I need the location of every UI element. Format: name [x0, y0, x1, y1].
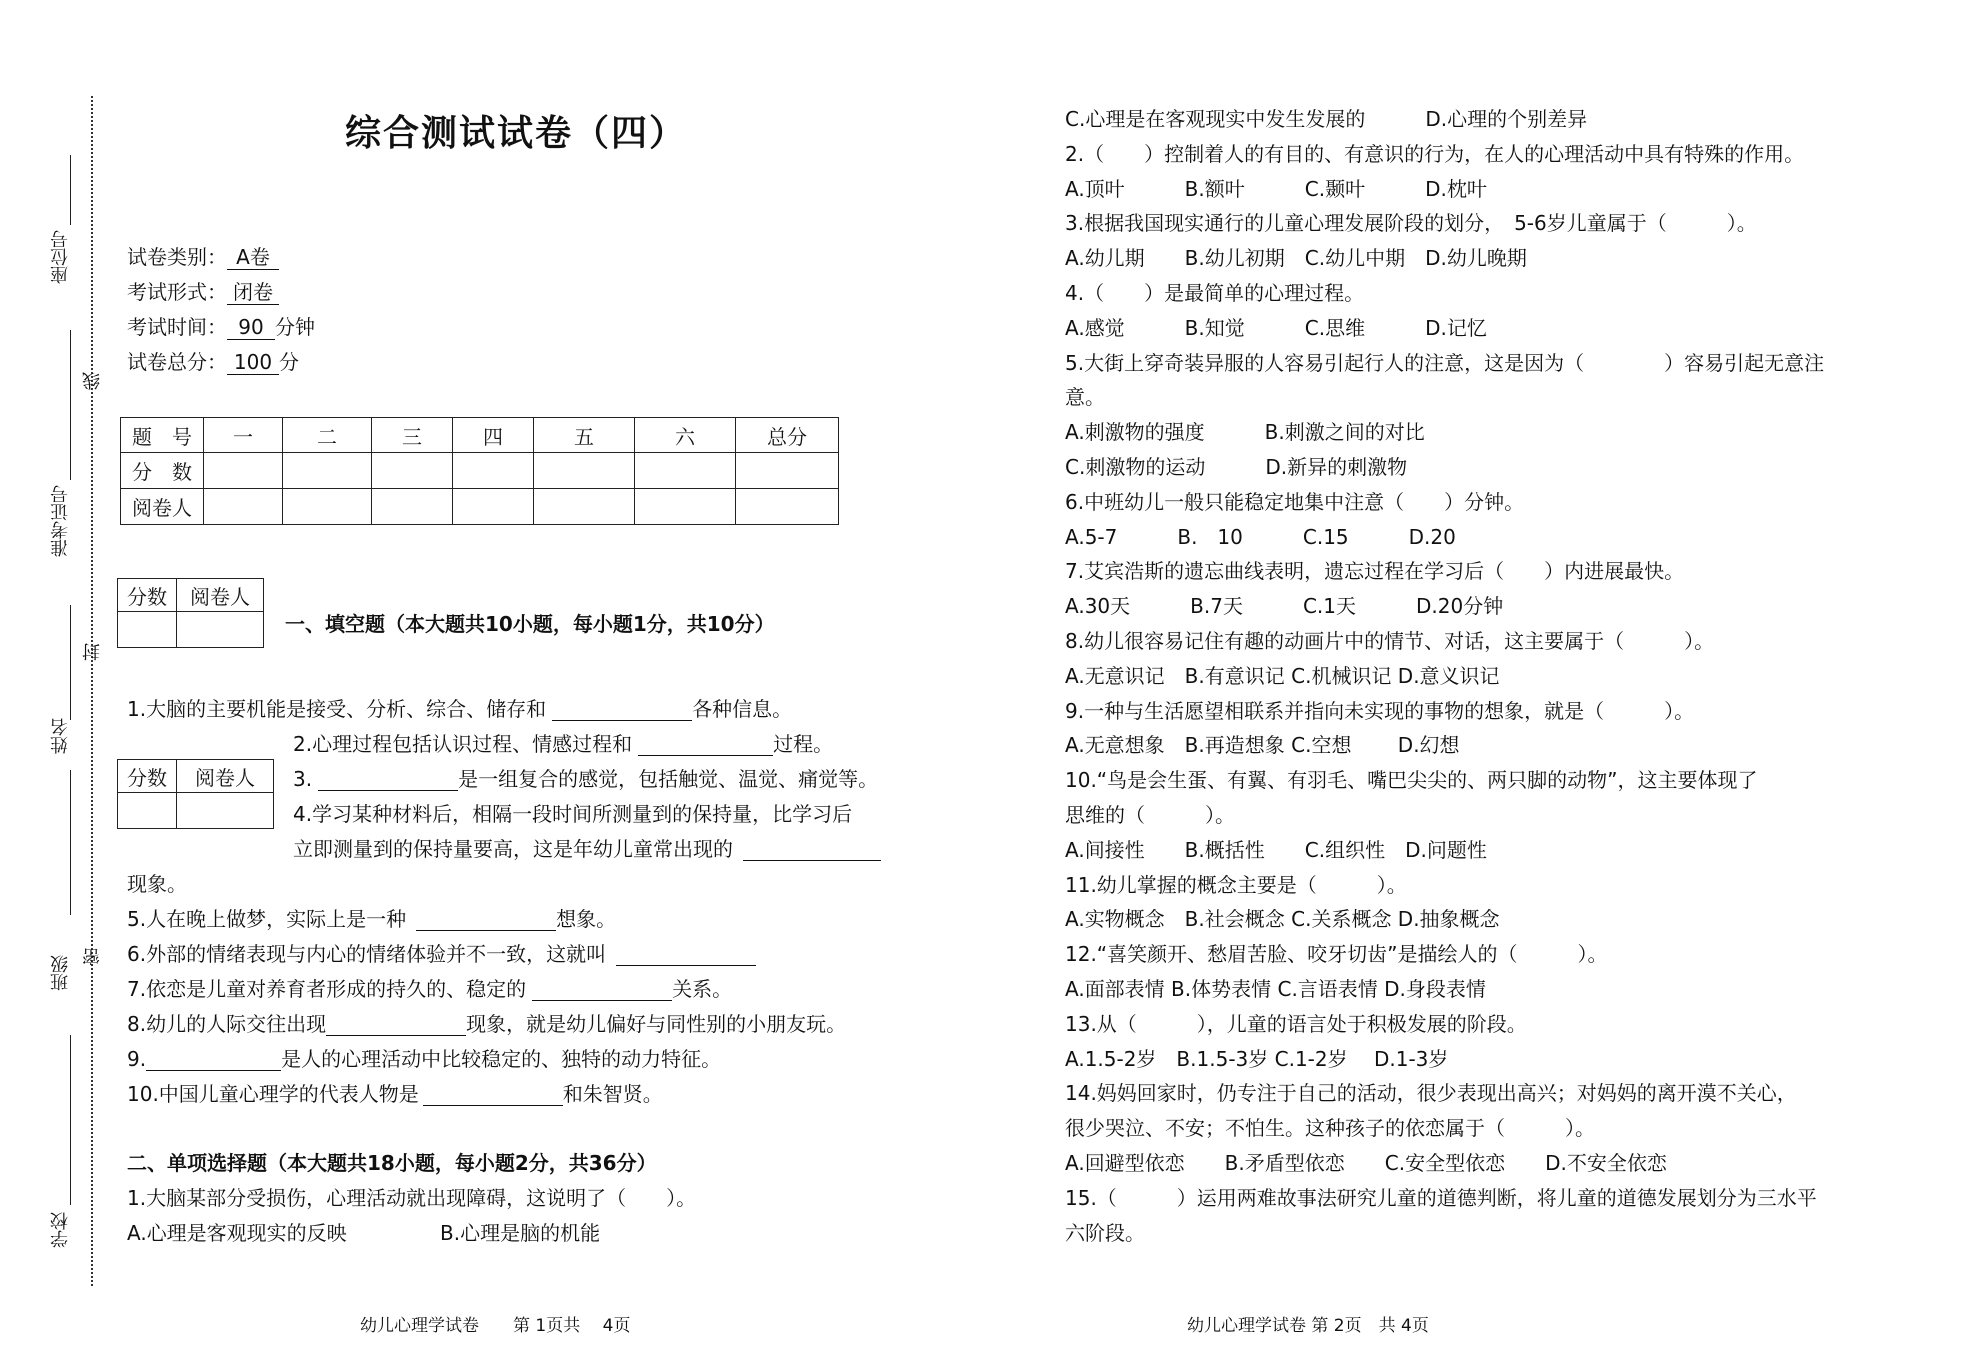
- fill-q8: [127, 1012, 846, 1036]
- right-question-line: A.感觉 B.知觉 C.思维 D.记忆: [1065, 315, 1487, 340]
- fill-q10-text: 10.中国儿童心理学的代表人物是: [127, 1082, 419, 1106]
- admission-no-label: 准考证号: [50, 485, 71, 557]
- grader-cell[interactable]: [283, 489, 372, 525]
- score-table: [120, 417, 839, 525]
- info-category-value: A卷: [227, 245, 279, 270]
- info-time-value: 90: [227, 315, 275, 340]
- fill-q4-blank[interactable]: [743, 840, 881, 861]
- right-question-line: A.1.5-2岁 B.1.5-3岁 C.1-2岁 D.1-3岁: [1065, 1046, 1449, 1071]
- fill-q5: [127, 907, 616, 931]
- col-5: 五: [534, 418, 635, 453]
- fill-q1-text: 1.大脑的主要机能是接受、分析、综合、储存和: [127, 697, 547, 721]
- fill-q3-blank[interactable]: [318, 770, 458, 791]
- score-cell[interactable]: [372, 453, 453, 489]
- score-cell[interactable]: [453, 453, 534, 489]
- info-category: [127, 245, 279, 270]
- name-label: 姓名: [50, 718, 71, 754]
- fill-q4-line2: [293, 837, 881, 861]
- fill-q9-text: 9.: [127, 1047, 147, 1071]
- seat-no-rule: [70, 155, 71, 225]
- right-question-line: 9.一种与生活愿望相联系并指向未实现的事物的想象，就是（ ）。: [1065, 698, 1695, 723]
- col-6: 六: [635, 418, 736, 453]
- right-question-line: A.无意识记 B.有意识记 C.机械识记 D.意义识记: [1065, 663, 1500, 688]
- fill-q8-tail: 现象，就是幼儿偏好与同性别的小朋友玩。: [466, 1012, 847, 1036]
- exam-title: 综合测试试卷（四）: [345, 112, 688, 154]
- right-question-line: 6.中班幼儿一般只能稳定地集中注意（ ）分钟。: [1065, 489, 1525, 514]
- right-question-line: C.刺激物的运动 D.新异的刺激物: [1065, 455, 1408, 479]
- mini-score-label: 分数: [118, 760, 177, 793]
- fill-q5-text: 5.人在晚上做梦，实际上是一种: [127, 907, 407, 931]
- right-question-line: 8.幼儿很容易记住有趣的动画片中的情节、对话，这主要属于（ ）。: [1065, 629, 1715, 653]
- info-format-label: 考试形式：: [127, 280, 227, 304]
- fill-q6: [127, 942, 756, 966]
- fill-q4-line1: 4.学习某种材料后，相隔一段时间所测量到的保持量，比学习后: [293, 802, 853, 826]
- fill-q7: [127, 977, 732, 1001]
- grader-cell[interactable]: [736, 489, 839, 525]
- binding-dotted-line: [91, 96, 93, 1286]
- right-question-line: 5.大街上穿奇装异服的人容易引起行人的注意，这是因为（ ）容易引起无意注: [1065, 350, 1825, 375]
- right-question-line: A.顶叶 B.额叶 C.颞叶 D.枕叶: [1065, 176, 1487, 201]
- right-question-line: 很少哭泣、不安；不怕生。这种孩子的依恋属于（ ）。: [1065, 1116, 1595, 1141]
- grader-cell[interactable]: [453, 489, 534, 525]
- grader-cell[interactable]: [635, 489, 736, 525]
- fill-q10: [127, 1082, 663, 1106]
- choice-q1: 1.大脑某部分受损伤，心理活动就出现障碍，这说明了（ ）。: [127, 1186, 697, 1210]
- col-3: 三: [372, 418, 453, 453]
- score-cell[interactable]: [534, 453, 635, 489]
- mini-grader-cell[interactable]: [177, 793, 274, 829]
- fill-q10-tail: 和朱智贤。: [562, 1082, 663, 1106]
- grader-cell[interactable]: [534, 489, 635, 525]
- col-4: 四: [453, 418, 534, 453]
- mini-score-cell[interactable]: [118, 793, 177, 829]
- admission-no-rule: [70, 330, 71, 480]
- section2-heading: 二、单项选择题（本大题共18小题，每小题2分，共36分）: [127, 1151, 657, 1175]
- score-cell[interactable]: [736, 453, 839, 489]
- right-question-line: 思维的（ ）。: [1065, 803, 1235, 827]
- fill-q7-tail: 关系。: [672, 977, 733, 1001]
- info-total-value: 100: [227, 350, 279, 375]
- right-question-line: 13.从（ ），儿童的语言处于积极发展的阶段。: [1065, 1011, 1527, 1036]
- choice-q1-option-a: A.心理是客观现实的反映: [127, 1221, 347, 1245]
- info-time: [127, 315, 315, 340]
- mini-grader-label: 阅卷人: [177, 760, 274, 793]
- right-question-line: A.回避型依恋 B.矛盾型依恋 C.安全型依恋 D.不安全依恋: [1065, 1151, 1667, 1175]
- right-question-line: 4.（ ）是最简单的心理过程。: [1065, 281, 1365, 305]
- fill-q3-tail: 是一组复合的感觉，包括触觉、温觉、痛觉等。: [458, 767, 879, 791]
- right-question-line: A.刺激物的强度 B.刺激之间的对比: [1065, 420, 1425, 445]
- fill-q5-blank[interactable]: [416, 910, 556, 931]
- col-2: 二: [283, 418, 372, 453]
- fill-q3-text: 3.: [293, 767, 313, 791]
- right-question-line: A.幼儿期 B.幼儿初期 C.幼儿中期 D.幼儿晚期: [1065, 246, 1527, 271]
- info-format: [127, 280, 279, 305]
- line-mark: 线: [82, 372, 103, 390]
- fill-q1: [127, 697, 792, 721]
- right-question-line: 7.艾宾浩斯的遗忘曲线表明，遗忘过程在学习后（ ）内进展最快。: [1065, 559, 1685, 584]
- fill-q7-blank[interactable]: [532, 980, 672, 1001]
- right-question-line: A.无意想象 B.再造想象 C.空想 D.幻想: [1065, 733, 1460, 758]
- info-time-label: 考试时间：: [127, 315, 227, 339]
- right-question-line: A.30天 B.7天 C.1天 D.20分钟: [1065, 594, 1504, 619]
- fill-q2-blank[interactable]: [638, 735, 773, 756]
- right-question-line: 11.幼儿掌握的概念主要是（ ）。: [1065, 872, 1407, 897]
- right-question-line: C.心理是在客观现实中发生发展的 D.心理的个别差异: [1065, 107, 1588, 131]
- fill-q2-tail: 过程。: [773, 732, 834, 756]
- info-total-label: 试卷总分：: [127, 350, 227, 374]
- name-rule: [70, 605, 71, 720]
- fill-q2-text: 2.心理过程包括认识过程、情感过程和: [293, 732, 633, 756]
- right-question-line: A.实物概念 B.社会概念 C.关系概念 D.抽象概念: [1065, 907, 1500, 932]
- right-question-line: 2.（ ）控制着人的有目的、有意识的行为，在人的心理活动中具有特殊的作用。: [1065, 141, 1805, 166]
- right-question-line: 六阶段。: [1065, 1220, 1145, 1245]
- school-label: 学校: [50, 1212, 71, 1248]
- right-question-line: 10.“鸟是会生蛋、有翼、有羽毛、嘴巴尖尖的、两只脚的动物”，这主要体现了: [1065, 768, 1758, 793]
- mini-score-cell[interactable]: [118, 612, 177, 648]
- fill-q9-blank[interactable]: [146, 1050, 281, 1071]
- score-cell[interactable]: [204, 453, 283, 489]
- seat-no-label: 座位号: [50, 230, 71, 284]
- right-question-line: 14.妈妈回家时，仍专注于自己的活动，很少表现出高兴；对妈妈的离开漠不关心，: [1065, 1081, 1797, 1106]
- score-cell[interactable]: [283, 453, 372, 489]
- fill-q8-blank[interactable]: [326, 1015, 466, 1036]
- info-format-value: 闭卷: [227, 280, 279, 305]
- info-time-suffix: 分钟: [275, 315, 315, 339]
- mini-grader-label: 阅卷人: [177, 579, 264, 612]
- fill-q3: [293, 767, 878, 791]
- grader-cell[interactable]: [372, 489, 453, 525]
- row-header-score: 分 数: [121, 453, 204, 489]
- right-question-line: A.间接性 B.概括性 C.组织性 D.问题性: [1065, 837, 1487, 862]
- section1-score-box: [117, 578, 264, 648]
- right-question-line: 15.（ ）运用两难故事法研究儿童的道德判断，将儿童的道德发展划分为三水平: [1065, 1185, 1817, 1210]
- fill-q4-line3: 现象。: [127, 872, 187, 896]
- school-rule: [70, 1035, 71, 1205]
- sealed-mark: 密: [82, 948, 103, 966]
- fill-q9: [127, 1047, 721, 1071]
- footer-page-2: 幼儿心理学试卷 第 2页 共 4页: [1187, 1316, 1429, 1336]
- class-rule: [70, 770, 71, 915]
- fill-q10-blank[interactable]: [423, 1085, 563, 1106]
- mini-grader-cell[interactable]: [177, 612, 264, 648]
- col-total: 总分: [736, 418, 839, 453]
- right-question-line: 12.“喜笑颜开、愁眉苦脸、咬牙切齿”是描绘人的（ ）。: [1065, 942, 1608, 967]
- col-1: 一: [204, 418, 283, 453]
- right-question-line: A.面部表情 B.体势表情 C.言语表情 D.身段表情: [1065, 977, 1486, 1001]
- fill-q6-blank[interactable]: [616, 945, 756, 966]
- right-question-line: 3.根据我国现实通行的儿童心理发展阶段的划分， 5-6岁儿童属于（ ）。: [1065, 211, 1757, 236]
- fill-q1-blank[interactable]: [552, 700, 692, 721]
- fill-q4-text: 立即测量到的保持量要高，这是年幼儿童常出现的: [293, 837, 733, 861]
- mini-score-label: 分数: [118, 579, 177, 612]
- footer-page-1: 幼儿心理学试卷 第 1页共 4页: [360, 1316, 631, 1336]
- info-total-suffix: 分: [279, 350, 299, 374]
- fill-q2: [293, 732, 833, 756]
- info-category-label: 试卷类别：: [127, 245, 227, 269]
- section2-score-box: [117, 759, 274, 829]
- row-header-number: 题 号: [121, 418, 204, 453]
- row-header-grader: 阅卷人: [121, 489, 204, 525]
- grader-cell[interactable]: [204, 489, 283, 525]
- right-question-line: 意。: [1065, 385, 1105, 410]
- fill-q1-tail: 各种信息。: [692, 697, 793, 721]
- section1-heading: 一、填空题（本大题共10小题，每小题1分，共10分）: [285, 612, 775, 636]
- class-label: 班级: [50, 955, 71, 991]
- score-cell[interactable]: [635, 453, 736, 489]
- seal-mark: 封: [82, 643, 103, 661]
- fill-q9-tail: 是人的心理活动中比较稳定的、独特的动力特征。: [281, 1047, 722, 1071]
- choice-q1-option-b: B.心理是脑的机能: [440, 1221, 601, 1245]
- right-question-line: A.5-7 B. 10 C.15 D.20: [1065, 524, 1456, 549]
- fill-q6-text: 6.外部的情绪表现与内心的情绪体验并不一致，这就叫: [127, 942, 607, 966]
- fill-q8-text: 8.幼儿的人际交往出现: [127, 1012, 327, 1036]
- info-total: [127, 350, 299, 375]
- fill-q7-text: 7.依恋是儿童对养育者形成的持久的、稳定的: [127, 977, 527, 1001]
- fill-q5-tail: 想象。: [556, 907, 617, 931]
